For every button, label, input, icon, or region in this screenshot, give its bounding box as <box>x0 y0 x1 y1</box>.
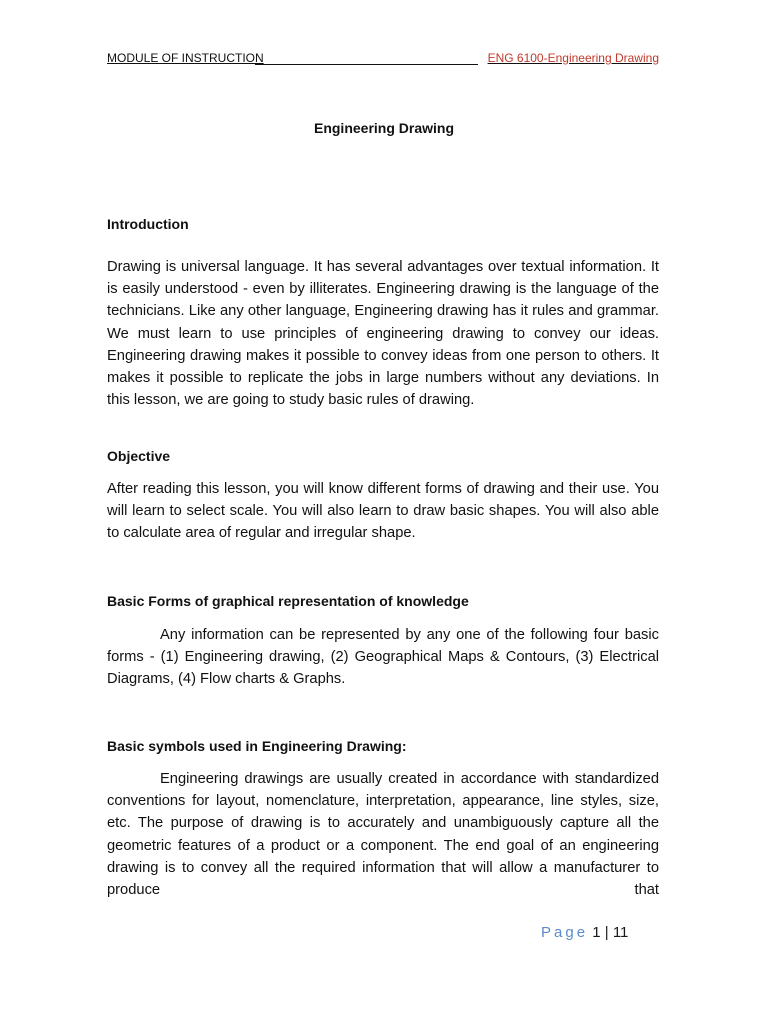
basic-symbols-paragraph: Engineering drawings are usually created in accordance with standardized conventions for layout, nomenclature, interpretation, appearance, line styles, size, etc. The purpose of drawing is to accurately and unambiguously capture all the geometric features of a product or a component. The end goal of an engineering drawing is to convey all the required information that will allow a manufacturer to produce that <box>107 771 659 899</box>
header-course-label: ENG 6100-Engineering Drawing <box>487 51 659 65</box>
header-rule <box>255 64 478 65</box>
page-footer <box>541 924 628 942</box>
objective-heading: Objective <box>107 448 171 464</box>
objective-paragraph: After reading this lesson, you will know different forms of drawing and their use. You will learn to select scale. You will also learn to draw basic shapes. You will also able to calculate area of regular and irregular shape. <box>107 481 659 542</box>
introduction-paragraph: Drawing is universal language. It has several advantages over textual information. It is easily understood - even by illiterates. Engineering drawing is the language of the technicians. Like any other language, Engineering drawing has it rules and grammar. We must learn to use principles of engineering drawing to convey our ideas. Engineering drawing makes it possible to convey ideas from one person to others. It makes it possible to replicate the jobs in large numbers without any deviations. In this lesson, we are going to study basic rules of drawing. <box>107 259 659 409</box>
page-number: 1 <box>592 924 601 941</box>
page-separator: | <box>604 924 609 941</box>
total-pages: 11 <box>612 924 629 941</box>
document-title: Engineering Drawing <box>313 120 454 136</box>
basic-forms-heading: Basic Forms of graphical representation of knowledge <box>107 593 469 609</box>
introduction-heading: Introduction <box>107 216 189 232</box>
basic-symbols-heading: Basic symbols used in Engineering Drawing: <box>107 738 407 754</box>
basic-forms-paragraph: Any information can be represented by any one of the following four basic forms - (1) Engineering drawing, (2) Geographical Maps & Contours, (3) Electrical Diagrams, (4) Flow charts & Graphs. <box>107 627 659 688</box>
header-module-label: MODULE OF INSTRUCTION <box>107 51 264 65</box>
page-label: Page <box>541 924 589 941</box>
